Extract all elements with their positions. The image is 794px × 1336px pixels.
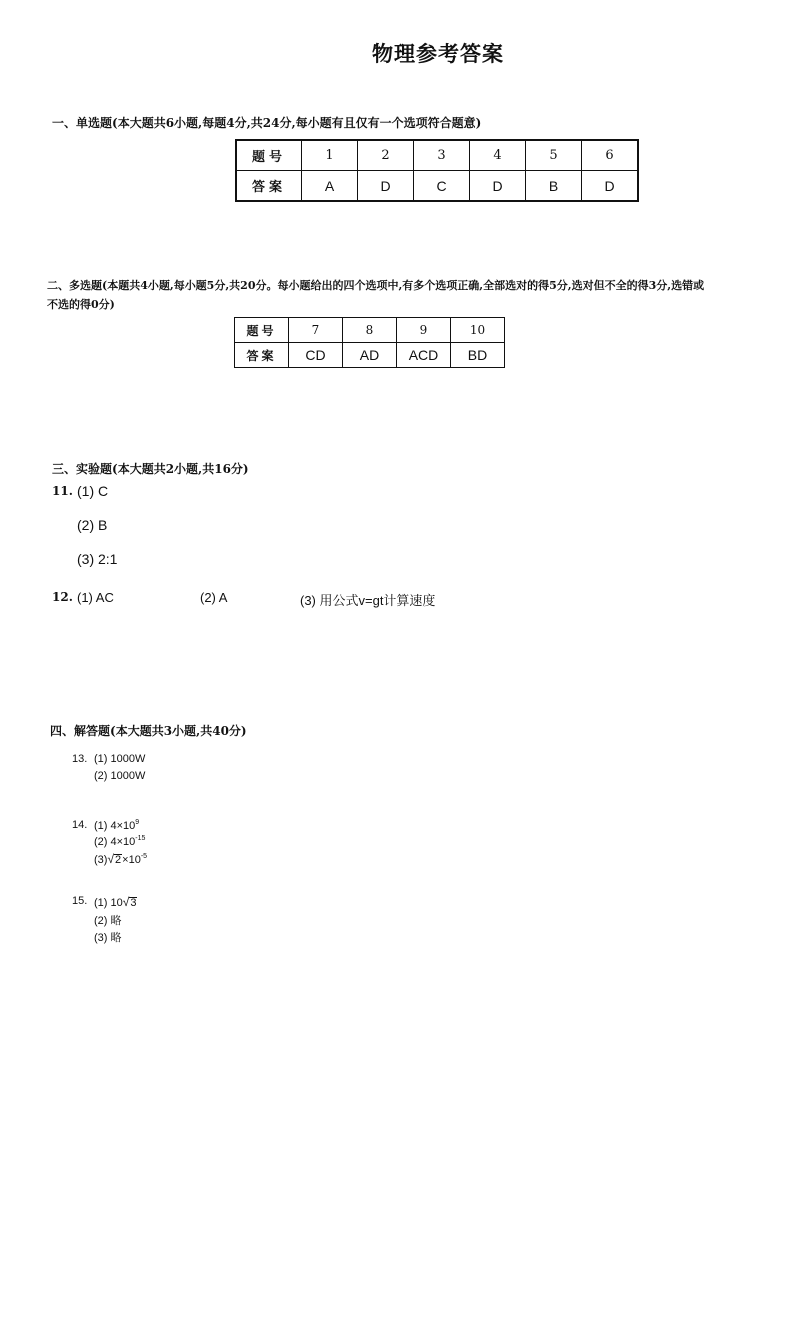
row-label-number: 题号	[235, 318, 289, 343]
answer-cell: D	[470, 171, 526, 202]
sqrt-icon: √	[122, 895, 130, 909]
question-11-part-1: (1) C	[77, 483, 109, 499]
answer-cell: D	[582, 171, 639, 202]
q14-2-exponent: -15	[135, 835, 146, 842]
section-4-heading	[50, 722, 247, 739]
section-3-heading	[52, 460, 249, 477]
question-number: 8	[343, 318, 397, 343]
answer-cell: B	[526, 171, 582, 202]
question-number: 1	[302, 140, 358, 171]
question-14-part-1	[94, 819, 139, 832]
question-14-number: 14.	[72, 819, 88, 831]
question-11-number: 11.	[52, 484, 73, 498]
question-number: 9	[397, 318, 451, 343]
section-2-heading	[47, 276, 707, 314]
section-2-title: 二、多选题	[47, 279, 102, 292]
question-14-part-3	[94, 852, 147, 866]
question-14-part-2	[94, 835, 145, 848]
question-15-part-1	[94, 895, 137, 909]
sqrt-icon: √	[107, 852, 115, 866]
section-1-title: 一、单选题	[52, 116, 113, 130]
question-12-part-2: (2) A	[200, 590, 228, 605]
question-number: 6	[582, 140, 639, 171]
q14-1-exponent: 9	[135, 819, 140, 826]
question-12-number: 12.	[52, 590, 73, 604]
q14-3-radicand: 2	[115, 854, 122, 866]
question-13-number: 13.	[72, 753, 88, 765]
row-label-answer: 答案	[235, 343, 289, 368]
question-11-part-2: (2) B	[77, 517, 108, 533]
table-row	[235, 318, 505, 343]
single-choice-answer-table	[235, 139, 639, 202]
answer-cell: ACD	[397, 343, 451, 368]
table-row	[236, 171, 638, 202]
table-row	[236, 140, 638, 171]
question-13-part-2: (2) 1000W	[94, 770, 146, 782]
question-12-part-3: (3) 用公式v=gt计算速度	[300, 593, 436, 608]
q14-1-base: (1) 4×10	[94, 820, 136, 832]
page-title: 物理参考答案	[372, 42, 504, 66]
question-13-part-1: (1) 1000W	[94, 753, 146, 765]
q14-3-label: (3)	[94, 854, 108, 866]
q14-3-base: ×10	[122, 854, 141, 866]
section-4-note: (本大题共3小题,共40分)	[110, 724, 247, 738]
question-number: 7	[289, 318, 343, 343]
multi-choice-answer-table	[234, 317, 505, 368]
section-3-note: (本大题共2小题,共16分)	[112, 462, 249, 476]
answer-cell: AD	[343, 343, 397, 368]
answer-cell: BD	[451, 343, 505, 368]
q15-1-coefficient: (1) 10	[94, 897, 123, 909]
table-row	[235, 343, 505, 368]
q15-1-radicand: 3	[130, 897, 137, 909]
q14-3-exponent: -5	[140, 853, 148, 860]
row-label-number: 题号	[236, 140, 302, 171]
section-3-title: 三、实验题	[52, 462, 113, 476]
answer-cell: A	[302, 171, 358, 202]
section-4-title: 四、解答题	[50, 724, 111, 738]
answer-cell: CD	[289, 343, 343, 368]
section-1-note: (本大题共6小题,每题4分,共24分,每小题有且仅有一个选项符合题意)	[112, 116, 482, 130]
question-number: 4	[470, 140, 526, 171]
section-2-note: (本题共4小题,每小题5分,共20分。每小题给出的四个选项中,有多个选项正确,全部选对的得5分,选对但不全的得3分,选错或不选的得0分)	[47, 279, 705, 311]
q14-2-base: (2) 4×10	[94, 836, 136, 848]
question-11-part-3: (3) 2:1	[77, 551, 118, 567]
answer-cell: D	[358, 171, 414, 202]
question-15-number: 15.	[72, 895, 88, 907]
question-number: 3	[414, 140, 470, 171]
answer-cell: C	[414, 171, 470, 202]
question-12-part-1: (1) AC	[77, 590, 114, 605]
section-1-heading	[52, 114, 481, 131]
question-number: 10	[451, 318, 505, 343]
question-number: 2	[358, 140, 414, 171]
question-number: 5	[526, 140, 582, 171]
row-label-answer: 答案	[236, 171, 302, 202]
question-15-part-3: (3) 略	[94, 932, 122, 944]
question-15-part-2: (2) 略	[94, 915, 122, 927]
